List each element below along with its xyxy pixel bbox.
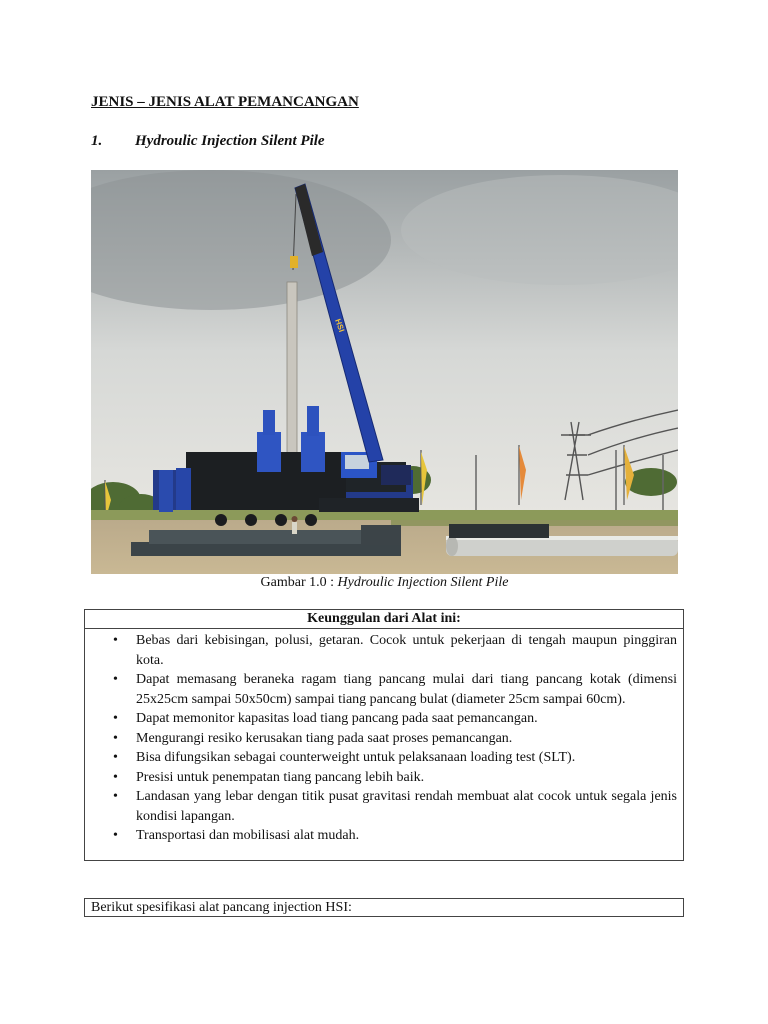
pile — [287, 282, 297, 457]
advantage-item: • Bisa difungsikan sebagai counterweight untuk pelaksanaan loading test (SLT). — [85, 748, 677, 768]
section-number: 1. — [91, 133, 103, 149]
crane-label: HSI — [333, 317, 347, 334]
document-heading: JENIS – JENIS ALAT PEMANCANGAN — [91, 94, 359, 110]
caption-title: Hydroulic Injection Silent Pile — [337, 575, 509, 590]
advantage-item: • Mengurangi resiko kerusakan tiang pada saat proses pemancangan. — [85, 729, 677, 749]
advantages-box — [84, 609, 684, 861]
section-heading — [91, 133, 325, 150]
advantage-item: • Dapat memonitor kapasitas load tiang pancang pada saat pemancangan. — [85, 709, 677, 729]
caption-prefix: Gambar 1.0 : — [260, 575, 338, 590]
worker — [292, 516, 298, 534]
advantage-item: • Transportasi dan mobilisasi alat mudah. — [85, 826, 677, 846]
figure-caption — [91, 575, 678, 591]
advantage-item: • Dapat memasang beraneka ragam tiang pancang mulai dari tiang pancang kotak (dimensi 25x25cm sampai 50x50cm) sampai tiang pancang bulat (diameter 25cm sampai 60cm). — [85, 670, 677, 709]
advantage-item: • Presisi untuk penempatan tiang pancang lebih baik. — [85, 768, 677, 788]
section-title: Hydroulic Injection Silent Pile — [135, 133, 325, 149]
spec-intro: Berikut spesifikasi alat pancang injection HSI: — [84, 898, 684, 917]
advantage-item: • Bebas dari kebisingan, polusi, getaran. Cocok untuk pekerjaan di tengah maupun pinggiran kota. — [85, 631, 677, 670]
advantages-list — [85, 629, 683, 846]
machine-photo — [91, 170, 678, 574]
advantages-title: Keunggulan dari Alat ini: — [85, 610, 683, 629]
advantage-item: • Landasan yang lebar dengan titik pusat gravitasi rendah membuat alat cocok untuk segala jenis kondisi lapangan. — [85, 787, 677, 826]
